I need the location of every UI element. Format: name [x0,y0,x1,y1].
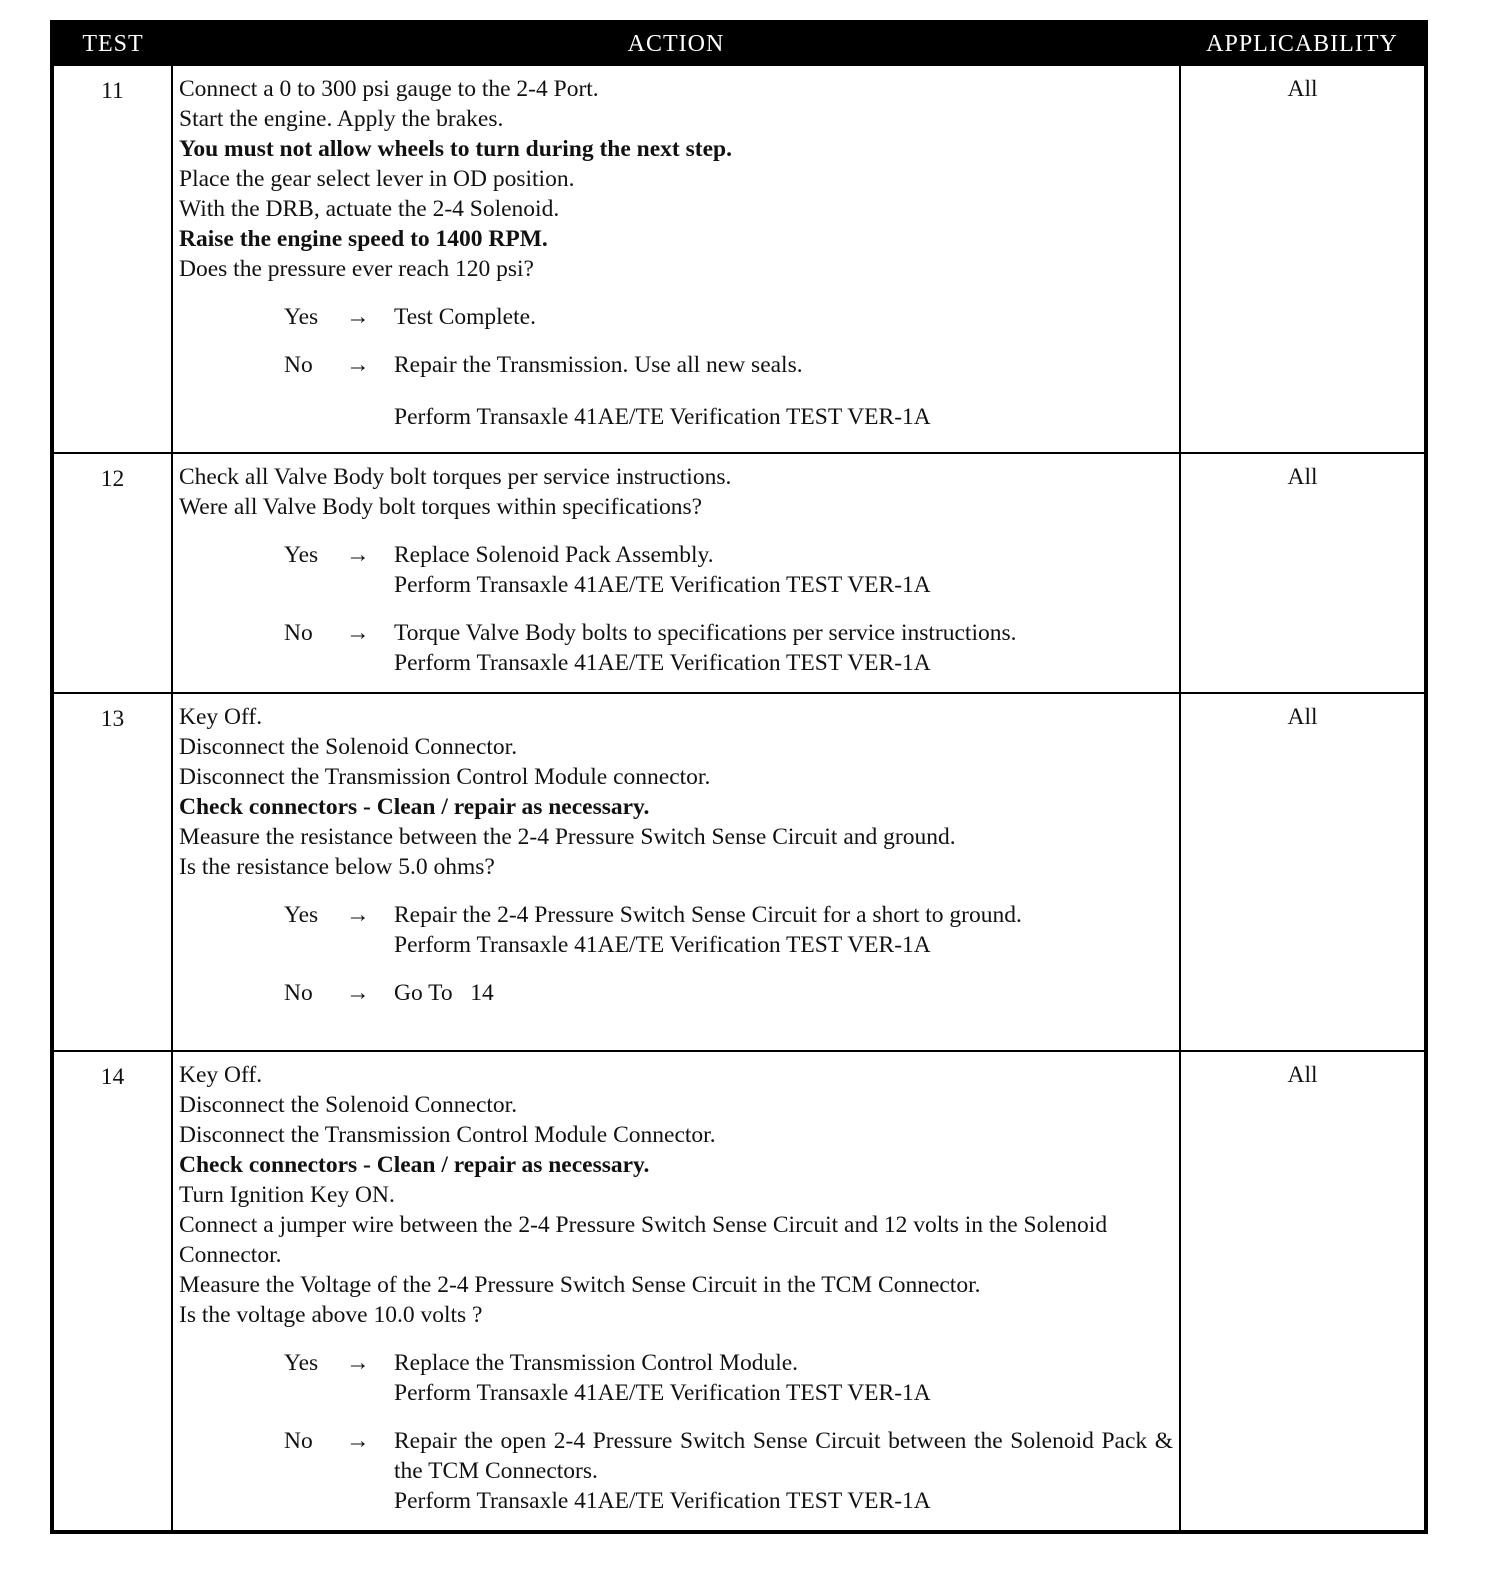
arrow-icon: → [346,1428,370,1454]
outcome-text: Perform Transaxle 41AE/TE Verification TEST VER-1A [394,404,931,430]
step-text: Disconnect the Transmission Control Module connector. [179,764,711,790]
outcome-text: Go To 14 [394,980,494,1006]
diagnostic-page [50,20,1424,1534]
step-question: Is the voltage above 10.0 volts ? [179,1302,483,1328]
yes-label: Yes [284,542,319,568]
applicability-value: All [1180,693,1426,1051]
no-outcome [284,978,1173,1008]
arrow-icon: → [346,542,370,568]
applicability-value: All [1180,453,1426,693]
outcome-text: Perform Transaxle 41AE/TE Verification TEST VER-1A [394,932,931,958]
step-question: Is the resistance below 5.0 ohms? [179,854,495,880]
no-outcome [284,618,1173,678]
table-row [52,693,1426,1051]
step-text: Key Off. [179,1062,263,1088]
no-label: No [284,1428,313,1454]
step-text: Connect a jumper wire between the 2-4 Pressure Switch Sense Circuit and 12 volts in the Solenoid Connector. [179,1212,1108,1268]
step-text: Connect a 0 to 300 psi gauge to the 2-4 Port. [179,76,599,102]
arrow-icon: → [346,620,370,646]
test-number: 13 [52,693,172,1051]
table-row [52,1051,1426,1532]
outcome-text: Replace the Transmission Control Module. [394,1350,799,1376]
arrow-icon: → [346,980,370,1006]
outcome-text: Perform Transaxle 41AE/TE Verification TEST VER-1A [394,1380,931,1406]
step-question: Does the pressure ever reach 120 psi? [179,256,534,282]
outcome-text: Perform Transaxle 41AE/TE Verification TEST VER-1A [394,650,931,676]
arrow-icon: → [346,902,370,928]
step-text: Measure the Voltage of the 2-4 Pressure Switch Sense Circuit in the TCM Connector. [179,1272,981,1298]
action-cell [172,1051,1180,1532]
step-warning: You must not allow wheels to turn during the next step. [179,136,732,162]
outcome-text: Repair the 2-4 Pressure Switch Sense Circuit for a short to ground. [394,902,1022,928]
step-text: Key Off. [179,704,263,730]
action-cell [172,693,1180,1051]
test-number: 14 [52,1051,172,1532]
header-applicability: APPLICABILITY [1180,22,1426,65]
step-text: Check all Valve Body bolt torques per service instructions. [179,464,732,490]
yes-label: Yes [284,304,319,330]
no-outcome [284,1426,1173,1516]
arrow-icon: → [346,1350,370,1376]
table-row [52,65,1426,453]
test-number: 11 [52,65,172,453]
step-text: Disconnect the Transmission Control Module Connector. [179,1122,716,1148]
step-warning: Check connectors - Clean / repair as necessary. [179,1152,650,1178]
no-label: No [284,620,313,646]
step-warning: Raise the engine speed to 1400 RPM. [179,226,548,252]
no-outcome [284,350,1173,432]
action-cell [172,65,1180,453]
diagnostic-table [50,20,1428,1534]
step-text: Turn Ignition Key ON. [179,1182,395,1208]
outcome-text: Repair the open 2-4 Pressure Switch Sense Circuit between the Solenoid Pack & the TCM Connectors. [394,1428,1173,1484]
arrow-icon: → [346,352,370,378]
step-text: With the DRB, actuate the 2-4 Solenoid. [179,196,560,222]
outcome-text: Torque Valve Body bolts to specifications per service instructions. [394,620,1017,646]
step-text: Disconnect the Solenoid Connector. [179,1092,518,1118]
step-text: Start the engine. Apply the brakes. [179,106,504,132]
header-action: ACTION [172,22,1180,65]
yes-label: Yes [284,902,319,928]
table-row [52,453,1426,693]
yes-outcome [284,900,1173,960]
header-test: TEST [52,22,172,65]
no-label: No [284,352,313,378]
step-warning: Check connectors - Clean / repair as necessary. [179,794,650,820]
outcome-text: Replace Solenoid Pack Assembly. [394,542,714,568]
test-number: 12 [52,453,172,693]
outcome-text: Test Complete. [394,304,536,330]
step-text: Measure the resistance between the 2-4 Pressure Switch Sense Circuit and ground. [179,824,956,850]
applicability-value: All [1180,1051,1426,1532]
yes-outcome [284,302,1173,332]
arrow-icon: → [346,304,370,330]
outcome-text: Perform Transaxle 41AE/TE Verification TEST VER-1A [394,1488,931,1514]
yes-outcome [284,1348,1173,1408]
no-label: No [284,980,313,1006]
step-text: Disconnect the Solenoid Connector. [179,734,518,760]
yes-label: Yes [284,1350,319,1376]
action-cell [172,453,1180,693]
yes-outcome [284,540,1173,600]
table-header-row [52,22,1426,65]
applicability-value: All [1180,65,1426,453]
outcome-text: Perform Transaxle 41AE/TE Verification TEST VER-1A [394,572,931,598]
step-text: Place the gear select lever in OD position. [179,166,575,192]
step-question: Were all Valve Body bolt torques within specifications? [179,494,703,520]
outcome-text: Repair the Transmission. Use all new seals. [394,352,803,378]
